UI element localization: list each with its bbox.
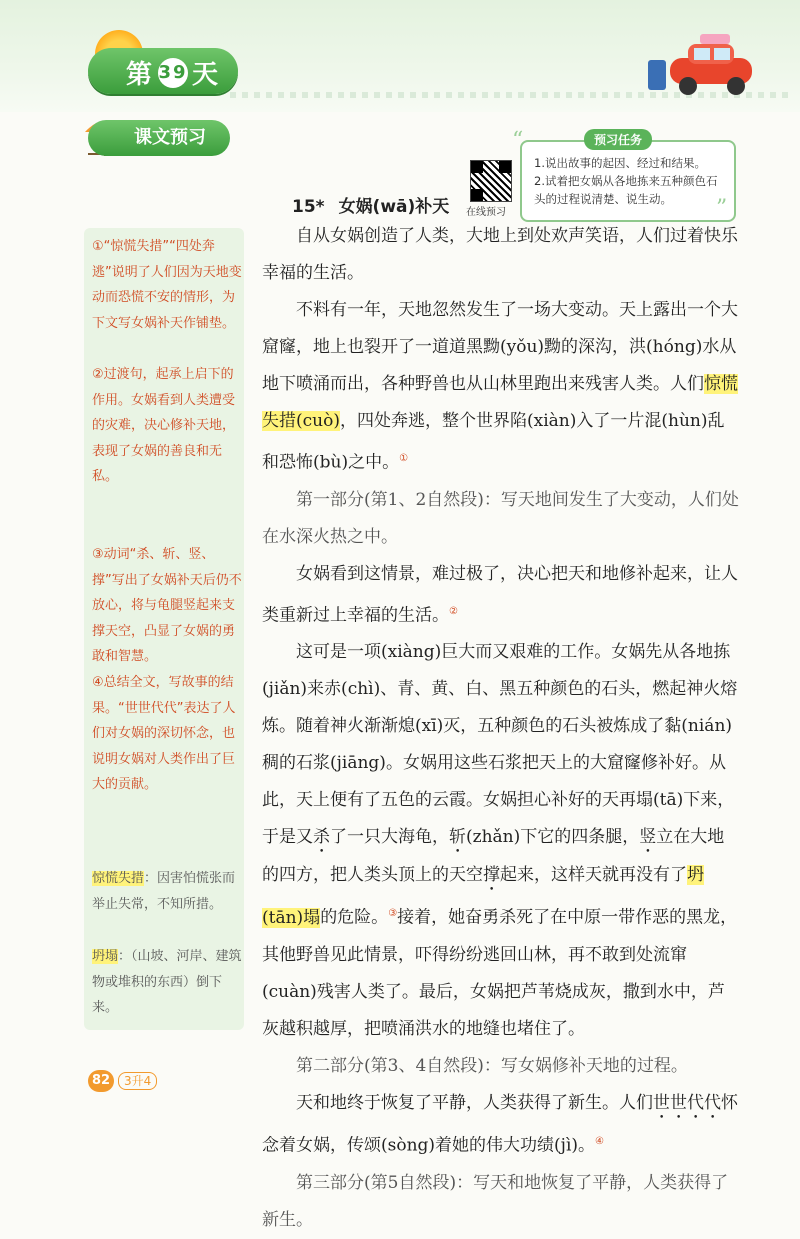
close-quote-icon: ” [716,196,728,221]
qr-label: 在线预习 [466,207,506,218]
text-run: 的危险。 [320,907,389,928]
day-prefix: 第 [126,60,155,90]
day-label [126,54,220,91]
text-run: 了一只大海龟， [330,827,449,848]
text-run: 天和地终于恢复了平静，人类获得了新生。人们 [296,1092,653,1113]
text-run: 女娲看到这情景，难过极了，决心把天和地修补起来，让人类重新过上幸福的生活。 [262,563,738,626]
paragraph: 自从女娲创造了人类，大地上到处欢声笑语，人们过着快乐幸福的生活。 [262,226,738,283]
note-marker: ③ [388,908,398,920]
emphasized-verb: 斩 [449,827,466,848]
lesson-title [292,192,449,217]
qr-code-icon[interactable] [470,160,512,202]
preview-task-item: 2.试着把女娲从各地拣来五种颜色石头的过程说清楚、说生动。 [534,174,718,206]
side-note: ③动词“杀、斩、竖、撑”写出了女娲补天后仍不放心，将与龟腿竖起来支撑天空，凸显了女娲的勇敢和智慧。 [92,547,242,665]
emphasized-verb: 杀 [313,827,330,848]
part-summary: 第二部分(第3、4自然段)：写女娲修补天地的过程。 [296,1055,688,1076]
paragraph [262,634,740,1048]
paragraph [262,292,740,482]
lesson-name: 女娲(wā)补天 [338,197,450,217]
glossary-definition: ：（山坡、河岸、建筑物或堆积的东西）倒下来。 [92,949,242,1016]
text-run: 不料有一年，天地忽然发生了一场大变动。天上露出一个大窟窿，地上也裂开了一道道黑黝(yǒu)黝的深沟，洪(hóng)水从地下喷涌而出，各种野兽也从山林里跑出来残害人类。人们 [262,300,738,394]
part-summary: 第一部分(第1、2自然段)：写天地间发生了大变动，人们处在水深火热之中。 [262,489,739,547]
day-suffix: 天 [192,60,221,90]
preview-task-list [526,154,734,208]
day-number: 39 [158,58,188,88]
highlighted-phrase: 惊慌失措(cuò) [262,374,738,431]
text-run: 立在大地的四方，把人类头顶上的天空 [262,827,725,886]
text-run: 起来，这样天就再没有了 [500,865,687,886]
note-marker: ① [399,453,409,464]
note-marker: ② [449,605,458,617]
glossary-term: 惊慌失措 [92,871,145,886]
part-summary: 第三部分(第5自然段)：写天和地恢复了平静，人类获得了新生。 [262,1172,729,1230]
text-run: ，四处奔逃，整个世界陷(xiàn)入了一片混(hùn)乱和恐怖(bù)之中。 [262,411,725,473]
side-note: ①“惊慌失措”“四处奔逃”说明了人们因为天地变动而恐慌不安的情形，为下文写女娲补天作铺垫。 [92,239,242,331]
emphasized-verb: 撑 [483,865,500,886]
grade-label: 3升4 [118,1072,157,1090]
glossary-definition: ：因害怕慌张而举止失常，不知所措。 [92,871,236,912]
text-run: 接着，她奋勇杀死了在中原一带作恶的黑龙，其他野兽见此情景，吓得纷纷逃回山林，再不敢到处流窜(cuàn)残害人类了。最后，女娲把芦苇烧成灰，撒到水中，芦灰越积越厚，把喷涌洪水的地缝也堵住了。 [262,907,738,1039]
preview-task-box [520,133,736,222]
emphasized-verb: 竖 [639,827,657,848]
text-run: (zhǎn)下它的四条腿， [466,827,640,848]
section-badge: 课文预习 [88,120,230,156]
preview-task-item: 1.说出故事的起因、经过和结果。 [534,156,706,170]
lesson-number: 15* [292,197,325,217]
note-marker: ④ [595,1135,604,1147]
preview-task-title: 预习任务 [584,129,652,150]
paragraph [262,1085,740,1165]
open-quote-icon: “ [512,128,524,153]
glossary-term: 坍塌 [92,949,119,964]
car-icon [640,30,760,100]
text-run: 怀念着女娲，传颂(sòng)着她的伟大功绩(jì)。 [262,1092,738,1156]
paragraph [262,556,740,635]
page-number: 82 [88,1070,114,1092]
glossary-item [92,866,242,917]
text-run: 这可是一项(xiàng)巨大而又艰难的工作。女娲先从各地拣(jiǎn)来赤(chì)、青、黄、白、黑五种颜色的石头，燃起神火熔炼。随着神火渐渐熄(xī)灭，五种颜色的石头被炼成了黏(nián)稠的石浆(jiāng)。女娲用这些石浆把天上的大窟窿修补好。从此，天上便有了五色的云霞。女娲担心补好的天再塌(tā)下来，于是又 [262,642,738,848]
side-note: ②过渡句，起承上启下的作用。女娲看到人类遭受的灾难，决心修补天地，表现了女娲的善良和无私。 [92,367,236,485]
highlighted-phrase: 坍(tān)塌 [262,865,704,928]
side-note: ④总结全文，写故事的结果。“世世代代”表达了人们对女娲的深切怀念，也说明女娲对人类作出了巨大的贡献。 [92,675,236,793]
emphasized-phrase: 世世代代 [653,1092,721,1113]
glossary-item [92,944,242,1021]
lesson-body [262,218,740,1239]
